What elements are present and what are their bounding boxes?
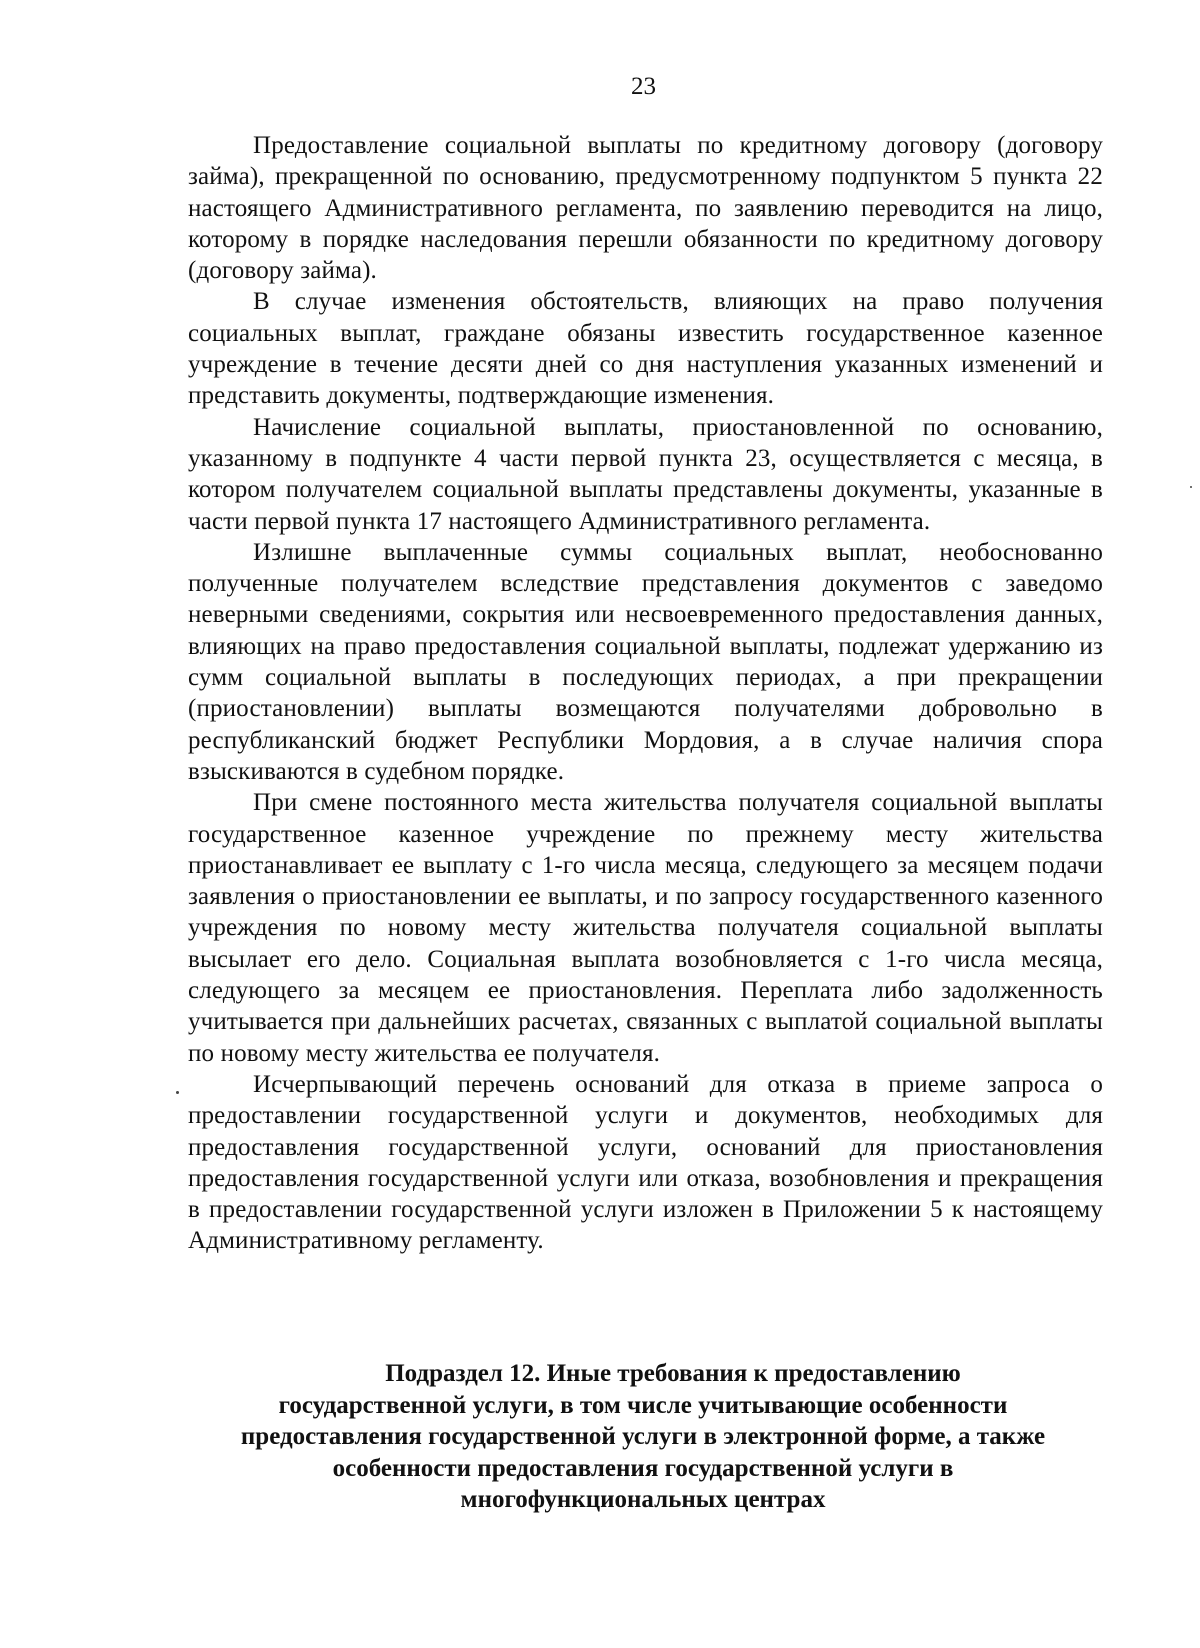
heading-line: Подраздел 12. Иные требования к предоставлению xyxy=(385,1360,961,1387)
heading-line: многофункциональных центрах xyxy=(460,1486,826,1513)
subsection-heading xyxy=(150,1358,1136,1516)
paragraph: В случае изменения обстоятельств, влияющих на право получения социальных выплат, граждане обязаны известить государственное казенное учреждение в течение десяти дней со дня наступления указанных изменений и представить документы, подтверждающие изменения. xyxy=(188,288,1103,410)
heading-line: государственной услуги, в том числе учитывающие особенности xyxy=(278,1391,1008,1419)
paragraph: Излишне выплаченные суммы социальных выплат, необоснованно полученные получателем вследствие представления документов с заведомо неверными сведениями, сокрытия или несвоевременного предоставления данных, влияющих на право предоставления социальной выплаты, подлежат удержанию из сумм социальной выплаты в последующих периодах, а при прекращении (приостановлении) выплаты возмещаются получателями добровольно в республиканский бюджет Республики Мордовия, а в случае наличия спора взыскиваются в судебном порядке. xyxy=(188,538,1103,785)
scan-speck xyxy=(1190,486,1192,488)
paragraph: Начисление социальной выплаты, приостановленной по основанию, указанному в подпункте 4 части первой пункта 23, осуществляется с месяца, в котором получателем социальной выплаты представлены документы, указанные в части первой пункта 17 настоящего Административного регламента. xyxy=(188,413,1103,535)
scan-speck xyxy=(176,1091,179,1094)
heading-line: особенности предоставления государственной услуги в xyxy=(332,1454,954,1482)
body-text xyxy=(188,130,1103,1257)
paragraph: Предоставление социальной выплаты по кредитному договору (договору займа), прекращенной по основанию, предусмотренному подпунктом 5 пункта 22 настоящего Административного регламента, по заявлению переводится на лицо, которому в порядке наследования перешли обязанности по кредитному договору (договору займа). xyxy=(188,132,1103,285)
page-number: 23 xyxy=(631,73,656,100)
heading-line: предоставления государственной услуги в электронной форме, а также xyxy=(240,1423,1046,1450)
paragraph: При смене постоянного места жительства получателя социальной выплаты государственное казенное учреждение по прежнему месту жительства приостанавливает ее выплату с 1-го числа месяца, следующего за месяцем подачи заявления о приостановлении ее выплаты, и по запросу государственного казенного учреждения по новому месту жительства получателя социальной выплаты высылает его дело. Социальная выплата возобновляется с 1-го числа месяца, следующего за месяцем ее приостановления. Переплата либо задолженность учитывается при дальнейших расчетах, связанных с выплатой социальной выплаты по новому месту жительства ее получателя. xyxy=(188,789,1103,1067)
paragraph: Исчерпывающий перечень оснований для отказа в приеме запроса о предоставлении государственной услуги и документов, необходимых для предоставления государственной услуги, оснований для приостановления предоставления государственной услуги или отказа, возобновления и прекращения в предоставлении государственной услуги изложен в Приложении 5 к настоящему Административному регламенту. xyxy=(188,1070,1103,1255)
